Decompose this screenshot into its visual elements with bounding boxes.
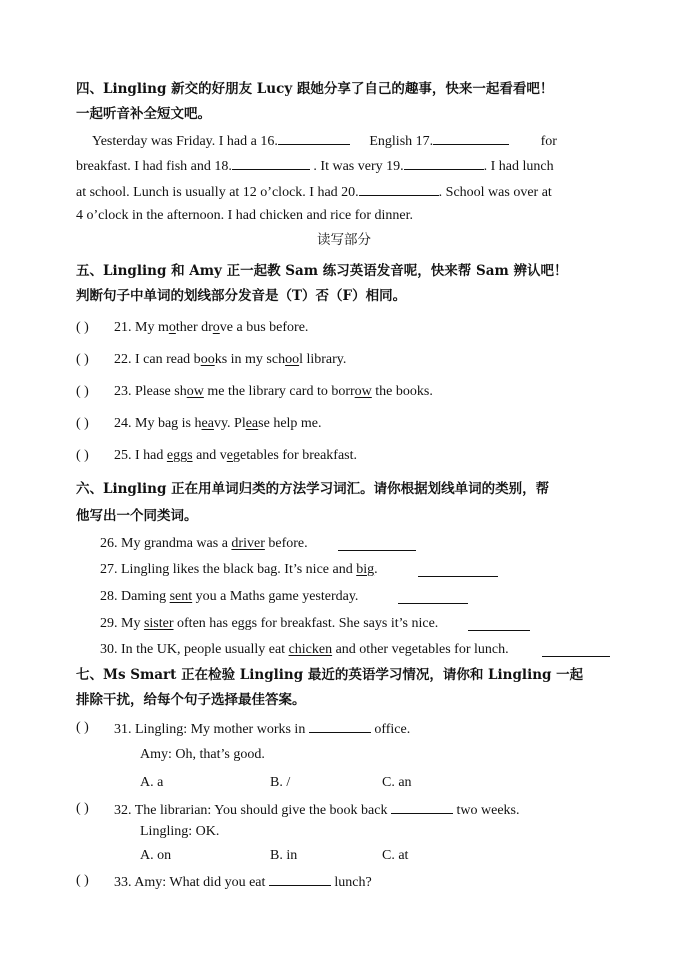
q32-question: 32. The librarian: You should give the book back two weeks. — [114, 800, 520, 820]
underlined-letters: ow — [354, 384, 372, 399]
underlined-letters: ea — [245, 416, 259, 431]
section4-title-line1: 四、Lingling 新交的好朋友 Lucy 跟她分享了自己的趣事，快来一起看看吧！ — [76, 81, 554, 97]
q31-question: 31. Lingling: My mother works in office. — [114, 719, 410, 739]
q32-answer-paren[interactable]: ( ) — [76, 801, 89, 816]
q31-reply: Amy: Oh, that’s good. — [140, 747, 265, 762]
pronunciation-answer-paren[interactable]: ( ) — [76, 352, 89, 367]
sentence-text: 21. My m — [114, 320, 169, 335]
sentence-text: 25. I had — [114, 448, 167, 463]
q33-blank — [269, 872, 331, 886]
passage-line2: breakfast. I had fish and 18. . It was very 19. . I had lunch — [76, 156, 554, 176]
underlined-word: sent — [169, 589, 193, 604]
sentence-text: 22. I can read b — [114, 352, 201, 367]
q33-question: 33. Amy: What did you eat lunch? — [114, 872, 372, 892]
sentence-text: 30. In the UK, people usually eat — [100, 642, 289, 657]
passage-line4: 4 o’clock in the afternoon. I had chicken and rice for dinner. — [76, 208, 414, 223]
sentence-text: me the library card to borr — [203, 384, 355, 399]
sentence-text: vy. Pl — [213, 416, 246, 431]
q32-option-a[interactable]: A. on — [140, 848, 172, 863]
section6-title-line1: 六、Lingling 正在用单词归类的方法学习词汇。请你根据划线单词的类别，帮 — [76, 481, 550, 497]
sentence-text: 26. My grandma was a — [100, 536, 232, 551]
part-title: 读写部分 — [317, 232, 371, 248]
blank-17[interactable] — [433, 131, 509, 145]
q31-answer-paren[interactable]: ( ) — [76, 720, 89, 735]
section4-title-line2: 一起听音补全短文吧。 — [76, 106, 211, 122]
q33-answer-paren[interactable]: ( ) — [76, 873, 89, 888]
pronunciation-answer-paren[interactable]: ( ) — [76, 320, 89, 335]
q31-blank — [309, 719, 371, 733]
blank-19[interactable] — [404, 156, 484, 170]
section5-title-line2: 判断句子中单词的划线部分发音是（T）否（F）相同。 — [76, 288, 407, 304]
section7-title-line1: 七、Ms Smart 正在检验 Lingling 最近的英语学习情况，请你和 Lingling 一起 — [76, 667, 584, 683]
sentence-text: . — [374, 562, 378, 577]
sentence-text: and other vegetables for lunch. — [332, 642, 509, 657]
blank-20[interactable] — [359, 182, 439, 196]
answer-blank[interactable] — [338, 537, 416, 551]
underlined-letters: o — [212, 320, 220, 335]
word-category-item — [100, 535, 308, 553]
sentence-text: ther dr — [175, 320, 213, 335]
section6-title-line2: 他写出一个同类词。 — [76, 508, 198, 524]
word-category-item — [100, 561, 378, 579]
sentence-text: often has eggs for breakfast. She says it’s nice. — [173, 616, 439, 631]
passage-line3: at school. Lunch is usually at 12 o’clock. I had 20. . School was over at — [76, 182, 552, 202]
underlined-word: big — [356, 562, 375, 577]
underlined-letters: eggs — [166, 448, 193, 463]
sentence-text: 29. My — [100, 616, 144, 631]
q32-option-c[interactable]: C. at — [382, 848, 409, 863]
pronunciation-item — [114, 447, 357, 465]
answer-blank[interactable] — [542, 643, 610, 657]
answer-blank[interactable] — [468, 617, 530, 631]
sentence-text: 28. Daming — [100, 589, 170, 604]
underlined-letters: ea — [201, 416, 214, 431]
answer-blank[interactable] — [398, 590, 468, 604]
q32-reply: Lingling: OK. — [140, 824, 220, 839]
pronunciation-answer-paren[interactable]: ( ) — [76, 384, 89, 399]
blank-18[interactable] — [232, 156, 310, 170]
sentence-text: se help me. — [258, 416, 322, 431]
sentence-text: 23. Please sh — [114, 384, 187, 399]
underlined-word: driver — [231, 536, 265, 551]
q31-option-b[interactable]: B. / — [270, 775, 291, 790]
answer-blank[interactable] — [418, 563, 498, 577]
underlined-letters: ow — [186, 384, 204, 399]
sentence-text: l library. — [299, 352, 347, 367]
sentence-text: and v — [192, 448, 227, 463]
word-category-item — [100, 588, 358, 606]
q32-blank — [391, 800, 453, 814]
pronunciation-item — [114, 351, 346, 369]
sentence-text: 24. My bag is h — [114, 416, 202, 431]
q32-option-b[interactable]: B. in — [270, 848, 298, 863]
word-category-item — [100, 615, 438, 633]
underlined-word: sister — [143, 616, 174, 631]
word-category-item — [100, 641, 509, 659]
pronunciation-answer-paren[interactable]: ( ) — [76, 416, 89, 431]
underlined-word: chicken — [288, 642, 333, 657]
blank-16[interactable] — [278, 131, 350, 145]
underlined-letters: o — [168, 320, 176, 335]
pronunciation-item — [114, 383, 433, 401]
sentence-text: you a Maths game yesterday. — [192, 589, 359, 604]
pronunciation-item — [114, 415, 322, 433]
underlined-letters: oo — [285, 352, 300, 367]
sentence-text: 27. Lingling likes the black bag. It’s nice and — [100, 562, 357, 577]
sentence-text: getables for breakfast. — [233, 448, 357, 463]
pronunciation-item — [114, 319, 308, 337]
q31-option-c[interactable]: C. an — [382, 775, 412, 790]
section7-title-line2: 排除干扰，给每个句子选择最佳答案。 — [76, 692, 306, 708]
section5-title-line1: 五、Lingling 和 Amy 正一起教 Sam 练习英语发音呢，快来帮 Sam 辨认吧！ — [76, 263, 568, 279]
sentence-text: the books. — [371, 384, 433, 399]
sentence-text: before. — [264, 536, 308, 551]
passage-line1: Yesterday was Friday. I had a 16. English 17. for — [92, 131, 557, 151]
underlined-letters: e — [226, 448, 233, 463]
pronunciation-answer-paren[interactable]: ( ) — [76, 448, 89, 463]
q31-option-a[interactable]: A. a — [140, 775, 164, 790]
sentence-text: ks in my sch — [214, 352, 286, 367]
underlined-letters: oo — [200, 352, 215, 367]
sentence-text: ve a bus before. — [219, 320, 309, 335]
